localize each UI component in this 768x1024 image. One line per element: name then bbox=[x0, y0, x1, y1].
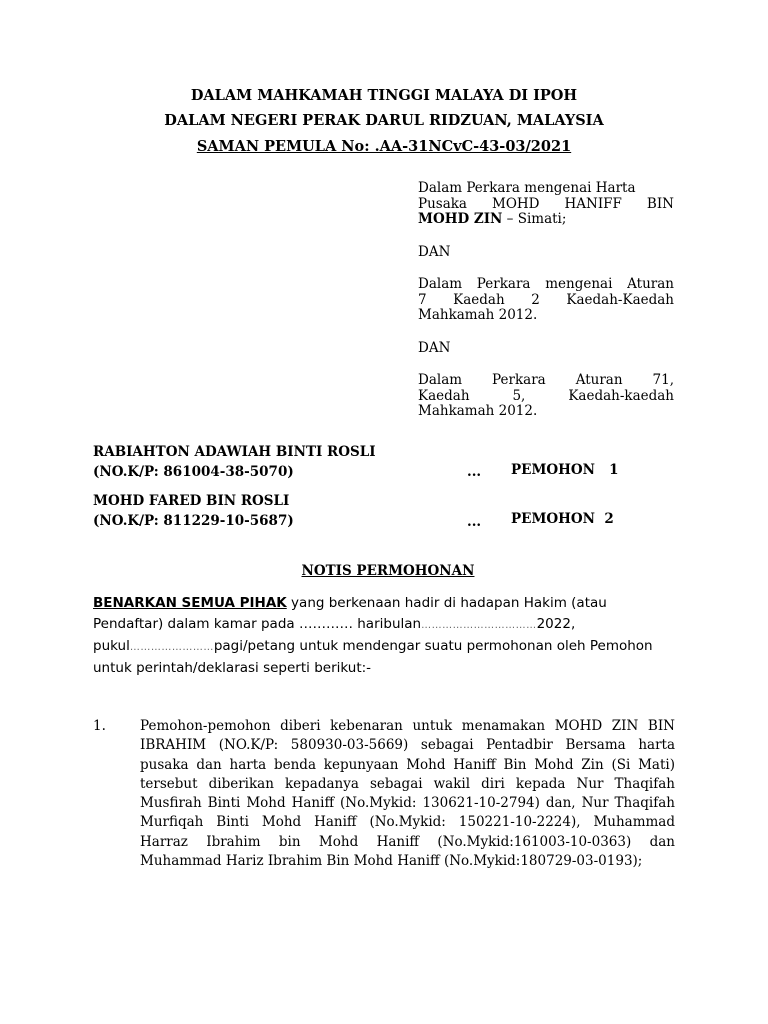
applicant-2 bbox=[93, 491, 294, 531]
applicant-2-role: PEMOHON 2 bbox=[511, 511, 614, 527]
notice-lead: BENARKAN SEMUA PIHAK bbox=[93, 595, 287, 611]
order-item-text: Pemohon-pemohon diberi kebenaran untuk menamakan MOHD ZIN BIN IBRAHIM (NO.K/P: 580930-03-5669) sebagai Pentadbir Bersama harta pusaka dan harta benda kepunyaan Mohd Haniff Bin Mohd Zin (Si Mati) tersebut diberikan kepadanya sebagai wakil diri kepada Nur Thaqifah Musfirah Binti Mohd Haniff (No.Mykid: 130621-10-2794) dan, Nur Thaqifah Murfiqah Binti Mohd Haniff (No.Mykid: 150221-10-2224), Muhammad Harraz Ibrahim bin Mohd Haniff (No.Mykid:161003-10-0363) dan Muhammad Hariz Ibrahim Bin Mohd Haniff (No.Mykid:180729-03-0193); bbox=[140, 718, 675, 870]
court-jurisdiction: DALAM NEGERI PERAK DARUL RIDZUAN, MALAYSIA bbox=[164, 112, 604, 129]
applicant-2-separator: ... bbox=[467, 514, 482, 530]
matter-rule-71: Dalam Perkara Aturan 71, Kaedah 5, Kaedah-kaedah Mahkamah 2012. bbox=[418, 372, 674, 419]
applicant-1 bbox=[93, 442, 376, 482]
applicant-1-role: PEMOHON 1 bbox=[511, 462, 619, 478]
case-number: SAMAN PEMULA No: .AA-31NCvC-43-03/2021 bbox=[196, 138, 572, 155]
applicant-2-name: MOHD FARED BIN ROSLI bbox=[93, 493, 290, 509]
order-item-1 bbox=[93, 717, 675, 871]
order-item-number: 1. bbox=[93, 718, 106, 734]
applicant-1-ic: (NO.K/P: 861004-38-5070) bbox=[93, 464, 294, 480]
matter-estate: Dalam Perkara mengenai Harta Pusaka MOHD HANIFF BIN MOHD ZIN – Simati; bbox=[418, 180, 674, 227]
conjunction-and-2: DAN bbox=[418, 339, 451, 356]
applicant-1-separator: ... bbox=[467, 464, 482, 480]
court-title: DALAM MAHKAMAH TINGGI MALAYA DI IPOH bbox=[190, 87, 578, 104]
notice-body: BENARKAN SEMUA PIHAK yang berkenaan hadir di hadapan Hakim (atau Pendaftar) dalam kamar pada ………… haribulan……………………………2022, pukul……………………pagi/petang untuk mendengar suatu permohonan oleh Pemohon untuk perintah/deklarasi seperti berikut:- bbox=[93, 595, 653, 676]
matter-estate-line2: Pusaka MOHD HANIFF BIN bbox=[418, 195, 674, 212]
time-blank: …………………… bbox=[129, 642, 214, 653]
deceased-name: MOHD ZIN bbox=[418, 211, 503, 227]
applicant-1-name: RABIAHTON ADAWIAH BINTI ROSLI bbox=[93, 444, 376, 460]
matter-rule-7: Dalam Perkara mengenai Aturan 7 Kaedah 2 Kaedah-Kaedah Mahkamah 2012. bbox=[418, 276, 674, 323]
matter-block bbox=[418, 181, 674, 420]
conjunction-and-1: DAN bbox=[418, 243, 451, 260]
applicant-2-ic: (NO.K/P: 811229-10-5687) bbox=[93, 513, 294, 529]
date-blank: …………………………… bbox=[421, 620, 537, 631]
notice-title: NOTIS PERMOHONAN bbox=[301, 563, 475, 579]
